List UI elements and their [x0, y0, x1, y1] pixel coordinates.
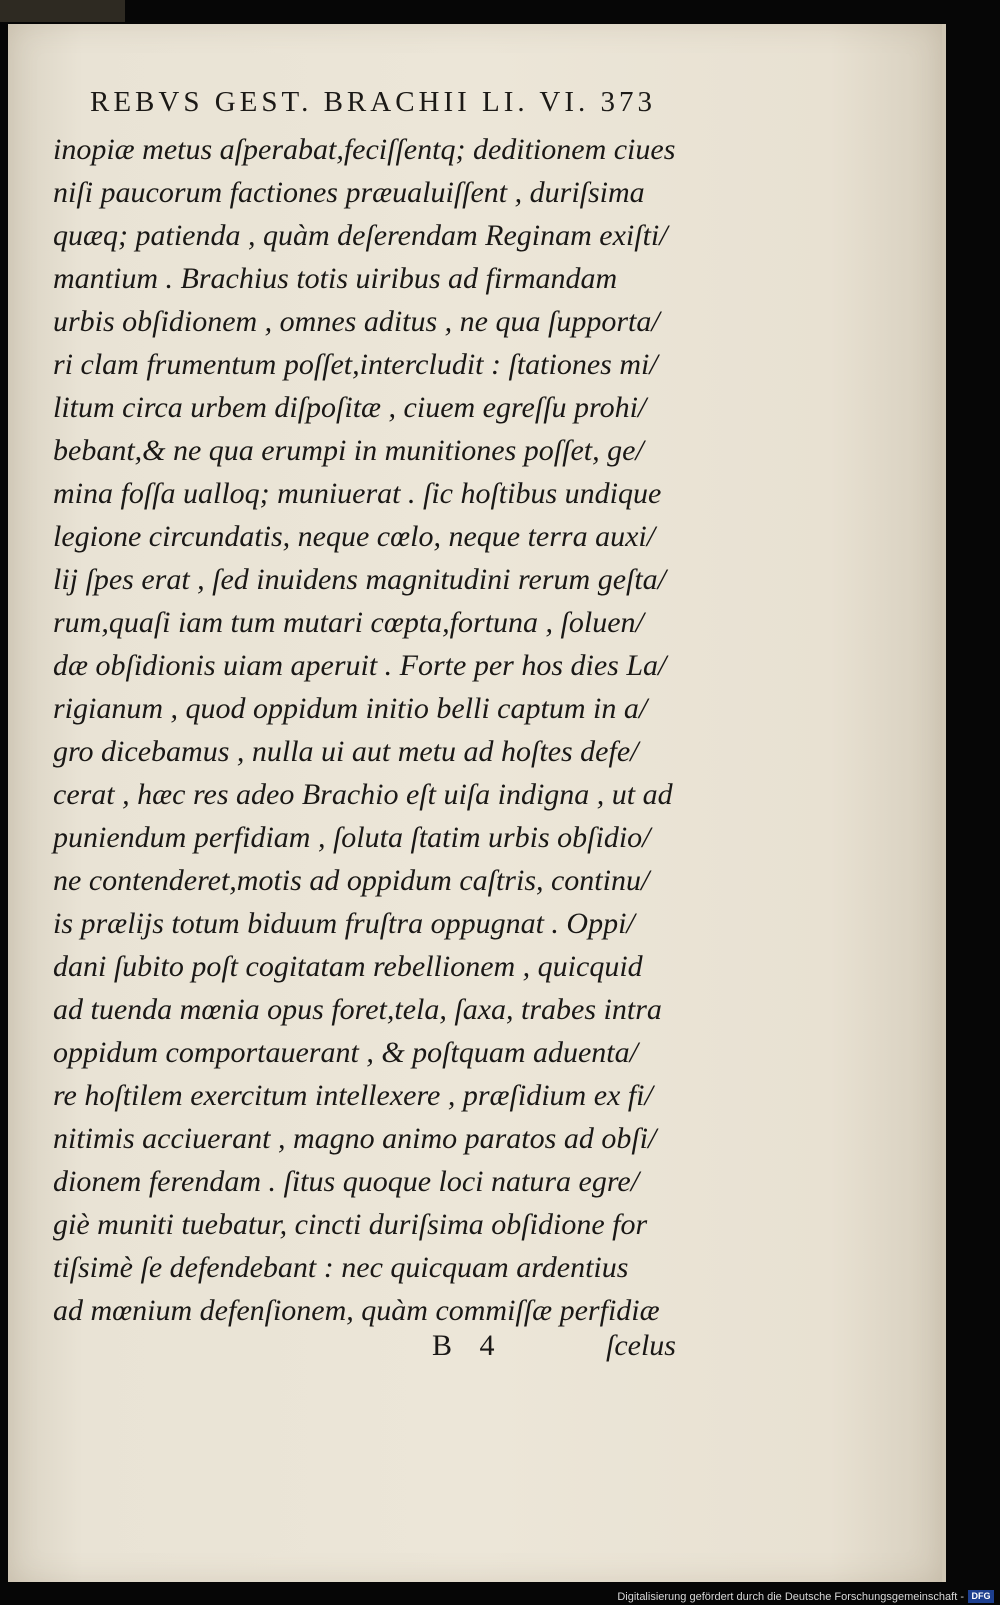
text-line: rigianum , quod oppidum initio belli captum in a/: [53, 692, 648, 725]
text-line: ri clam frumentum poſſet,intercludit : ſtationes mi/: [53, 348, 658, 381]
text-line: ad tuenda mœnia opus foret,tela, ſaxa, trabes intra: [53, 993, 662, 1026]
text-line: ad mœnium defenſionem, quàm commiſſæ perfidiæ: [53, 1294, 660, 1327]
book-page: [8, 24, 946, 1582]
text-line: mina foſſa ualloq; muniuerat . ſic hoſtibus undique: [53, 477, 662, 510]
text-line: inopiæ metus aſperabat,feciſſentq; deditionem ciues: [53, 133, 676, 166]
text-line: litum circa urbem diſpoſitæ , ciuem egreſſu prohi/: [53, 391, 647, 424]
text-line: niſi paucorum factiones præualuiſſent , duriſsima: [53, 176, 645, 209]
text-line: cerat , hæc res adeo Brachio eſt uiſa indigna , ut ad: [53, 778, 673, 811]
body-text: [53, 128, 693, 1332]
text-line: rum,quaſi iam tum mutari cœpta,fortuna , ſoluen/: [53, 606, 644, 639]
funding-notice: Digitalisierung gefördert durch die Deutsche Forschungsgemeinschaft -: [617, 1591, 964, 1603]
text-line: lij ſpes erat , ſed inuidens magnitudini rerum geſta/: [53, 563, 667, 596]
text-line: ne contenderet,motis ad oppidum caſtris, continu/: [53, 864, 650, 897]
text-line: re hoſtilem exercitum intellexere , præſidium ex fi/: [53, 1079, 653, 1112]
text-line: dani ſubito poſt cogitatam rebellionem , quicquid: [53, 950, 643, 983]
catchword: ſcelus: [606, 1329, 676, 1362]
page-tab-edge: [0, 0, 125, 22]
text-line: bebant,& ne qua erumpi in munitiones poſſet, ge/: [53, 434, 644, 467]
text-line: nitimis acciuerant , magno animo paratos ad obſi/: [53, 1122, 657, 1155]
text-line: quæq; patienda , quàm deſerendam Reginam exiſti/: [53, 219, 668, 252]
running-head: REBVS GEST. BRACHII LI. VI. 373: [90, 86, 656, 118]
text-line: dæ obſidionis uiam aperuit . Forte per hos dies La/: [53, 649, 667, 682]
signature-mark: B 4: [432, 1329, 505, 1362]
text-line: legione circundatis, neque cœlo, neque terra auxi/: [53, 520, 656, 553]
text-line: is prælijs totum biduum fruſtra oppugnat . Oppi/: [53, 907, 635, 940]
dfg-logo: DFG: [968, 1590, 994, 1603]
text-line: gro dicebamus , nulla ui aut metu ad hoſtes defe/: [53, 735, 639, 768]
text-line: tiſsimè ſe defendebant : nec quicquam ardentius: [53, 1251, 629, 1284]
text-line: dionem ferendam . ſitus quoque loci natura egre/: [53, 1165, 640, 1198]
text-line: giè muniti tuebatur, cincti duriſsima obſidione for: [53, 1208, 648, 1241]
text-line: urbis obſidionem , omnes aditus , ne qua ſupporta/: [53, 305, 660, 338]
text-line: oppidum comportauerant , & poſtquam aduenta/: [53, 1036, 638, 1069]
text-line: puniendum perfidiam , ſoluta ſtatim urbis obſidio/: [53, 821, 651, 854]
text-line: mantium . Brachius totis uiribus ad firmandam: [53, 262, 618, 295]
